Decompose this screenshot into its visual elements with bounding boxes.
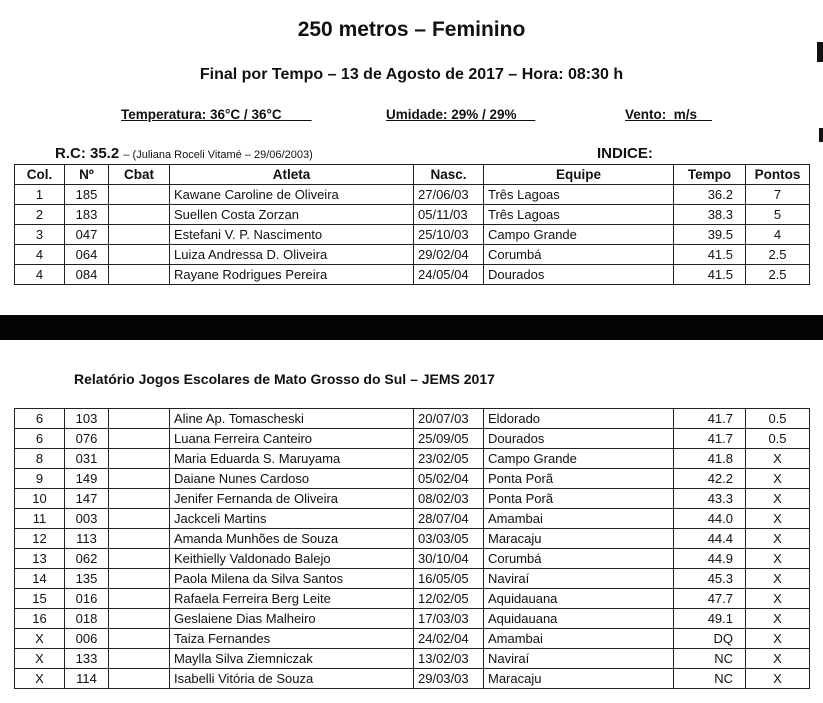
athlete-name-cell: Geslaiene Dias Malheiro [170,609,414,629]
team-cell: Eldorado [484,409,674,429]
athlete-number-cell: 064 [65,245,109,265]
points-cell: X [746,509,810,529]
cbat-cell [109,529,170,549]
points-cell: 4 [746,225,810,245]
cbat-cell [109,589,170,609]
birth-date-cell: 25/10/03 [414,225,484,245]
time-cell: 47.7 [674,589,746,609]
time-cell: 36.2 [674,185,746,205]
cbat-cell [109,649,170,669]
cbat-cell [109,225,170,245]
table-row [15,589,810,609]
athlete-name-cell: Maria Eduarda S. Maruyama [170,449,414,469]
athlete-number-cell: 185 [65,185,109,205]
cbat-cell [109,569,170,589]
table-row [15,185,810,205]
col-position-cell: 1 [15,185,65,205]
points-cell: 7 [746,185,810,205]
athlete-name-cell: Amanda Munhões de Souza [170,529,414,549]
points-cell: X [746,449,810,469]
athlete-number-cell: 018 [65,609,109,629]
cbat-cell [109,669,170,689]
athlete-number-cell: 103 [65,409,109,429]
birth-date-cell: 20/07/03 [414,409,484,429]
team-cell: Naviraí [484,569,674,589]
athlete-number-cell: 062 [65,549,109,569]
table-row [15,669,810,689]
table-row [15,509,810,529]
team-cell: Ponta Porã [484,469,674,489]
table-row [15,469,810,489]
points-cell: X [746,609,810,629]
points-cell: X [746,489,810,509]
athlete-name-cell: Isabelli Vitória de Souza [170,669,414,689]
points-cell: 2.5 [746,245,810,265]
birth-date-cell: 03/03/05 [414,529,484,549]
col-position-cell: X [15,629,65,649]
birth-date-cell: 24/02/04 [414,629,484,649]
athlete-number-cell: 135 [65,569,109,589]
cbat-cell [109,429,170,449]
edge-mark [819,128,823,142]
time-cell: 43.3 [674,489,746,509]
birth-date-cell: 05/11/03 [414,205,484,225]
birth-date-cell: 30/10/04 [414,549,484,569]
points-cell: X [746,469,810,489]
athlete-number-cell: 149 [65,469,109,489]
time-cell: 41.7 [674,409,746,429]
points-cell: X [746,549,810,569]
athlete-number-cell: 133 [65,649,109,669]
athlete-name-cell: Jackceli Martins [170,509,414,529]
birth-date-cell: 05/02/04 [414,469,484,489]
cbat-cell [109,489,170,509]
athlete-name-cell: Aline Ap. Tomascheski [170,409,414,429]
points-cell: X [746,669,810,689]
table-row [15,629,810,649]
record-label: R.C: 35.2 [55,145,120,162]
team-cell: Amambai [484,509,674,529]
record-note: – (Juliana Roceli Vitamé – 29/06/2003) [123,149,313,161]
humidity-label: Umidade: 29% / 29% [386,107,517,122]
birth-date-cell: 23/02/05 [414,449,484,469]
table-row [15,549,810,569]
team-cell: Corumbá [484,245,674,265]
athlete-name-cell: Kawane Caroline de Oliveira [170,185,414,205]
col-header: Nº [65,165,109,185]
team-cell: Maracaju [484,669,674,689]
time-cell: 44.0 [674,509,746,529]
col-position-cell: 14 [15,569,65,589]
cbat-cell [109,449,170,469]
col-header: Nasc. [414,165,484,185]
col-position-cell: 3 [15,225,65,245]
page-title: 250 metros – Feminino [297,18,526,41]
col-position-cell: 13 [15,549,65,569]
table-row [15,245,810,265]
table-row [15,489,810,509]
col-position-cell: 2 [15,205,65,225]
athlete-name-cell: Suellen Costa Zorzan [170,205,414,225]
col-header: Tempo [674,165,746,185]
time-cell: 44.9 [674,549,746,569]
col-header: Cbat [109,165,170,185]
event-subtitle: Final por Tempo – 13 de Agosto de 2017 – Hora: 08:30 h [199,66,624,83]
athlete-number-cell: 183 [65,205,109,225]
athlete-number-cell: 076 [65,429,109,449]
athlete-name-cell: Paola Milena da Silva Santos [170,569,414,589]
report-title: Relatório Jogos Escolares de Mato Grosso do Sul – JEMS 2017 [74,371,495,387]
cbat-cell [109,205,170,225]
team-cell: Maracaju [484,529,674,549]
athlete-name-cell: Keithielly Valdonado Balejo [170,549,414,569]
col-header: Atleta [170,165,414,185]
athlete-name-cell: Estefani V. P. Nascimento [170,225,414,245]
table-row [15,205,810,225]
athlete-name-cell: Jenifer Fernanda de Oliveira [170,489,414,509]
team-cell: Amambai [484,629,674,649]
cbat-cell [109,265,170,285]
birth-date-cell: 08/02/03 [414,489,484,509]
table-row [15,529,810,549]
table-row [15,225,810,245]
team-cell: Campo Grande [484,225,674,245]
points-cell: X [746,589,810,609]
col-position-cell: 12 [15,529,65,549]
col-position-cell: 11 [15,509,65,529]
table-row [15,449,810,469]
points-cell: 2.5 [746,265,810,285]
time-cell: 41.7 [674,429,746,449]
team-cell: Aquidauana [484,609,674,629]
birth-date-cell: 12/02/05 [414,589,484,609]
col-position-cell: 4 [15,265,65,285]
athlete-number-cell: 003 [65,509,109,529]
time-cell: 49.1 [674,609,746,629]
time-cell: 41.5 [674,265,746,285]
birth-date-cell: 29/03/03 [414,669,484,689]
team-cell: Ponta Porã [484,489,674,509]
birth-date-cell: 24/05/04 [414,265,484,285]
cbat-cell [109,629,170,649]
athlete-name-cell: Daiane Nunes Cardoso [170,469,414,489]
results-table-bottom [14,408,810,689]
team-cell: Dourados [484,265,674,285]
time-cell: 42.2 [674,469,746,489]
wind-label: Vento: m/s [625,107,698,122]
points-cell: 0.5 [746,409,810,429]
points-cell: 5 [746,205,810,225]
team-cell: Naviraí [484,649,674,669]
time-cell: 41.8 [674,449,746,469]
results-table-top [14,164,810,285]
athlete-number-cell: 016 [65,589,109,609]
col-position-cell: 15 [15,589,65,609]
cbat-cell [109,469,170,489]
time-cell: 45.3 [674,569,746,589]
edge-mark [817,42,823,62]
cbat-cell [109,609,170,629]
temperature-label: Temperatura: 36°C / 36°C [121,107,282,122]
col-position-cell: 10 [15,489,65,509]
birth-date-cell: 16/05/05 [414,569,484,589]
athlete-name-cell: Taiza Fernandes [170,629,414,649]
table-row [15,409,810,429]
athlete-number-cell: 047 [65,225,109,245]
time-cell: DQ [674,629,746,649]
team-cell: Aquidauana [484,589,674,609]
points-cell: X [746,569,810,589]
col-position-cell: X [15,669,65,689]
points-cell: 0.5 [746,429,810,449]
table-row [15,429,810,449]
col-position-cell: 8 [15,449,65,469]
athlete-number-cell: 006 [65,629,109,649]
athlete-name-cell: Maylla Silva Ziemniczak [170,649,414,669]
birth-date-cell: 17/03/03 [414,609,484,629]
cbat-cell [109,549,170,569]
time-cell: NC [674,649,746,669]
col-header: Equipe [484,165,674,185]
birth-date-cell: 29/02/04 [414,245,484,265]
points-cell: X [746,529,810,549]
col-position-cell: 16 [15,609,65,629]
points-cell: X [746,629,810,649]
team-cell: Campo Grande [484,449,674,469]
col-position-cell: 9 [15,469,65,489]
col-position-cell: 6 [15,409,65,429]
athlete-name-cell: Rafaela Ferreira Berg Leite [170,589,414,609]
record-line [55,145,313,162]
separator-bar [0,315,823,340]
athlete-name-cell: Rayane Rodrigues Pereira [170,265,414,285]
athlete-name-cell: Luiza Andressa D. Oliveira [170,245,414,265]
table-row [15,265,810,285]
points-cell: X [746,649,810,669]
col-header: Pontos [746,165,810,185]
indice-label: INDICE: [597,145,653,162]
birth-date-cell: 13/02/03 [414,649,484,669]
table-row [15,609,810,629]
team-cell: Dourados [484,429,674,449]
cbat-cell [109,185,170,205]
time-cell: NC [674,669,746,689]
col-position-cell: 6 [15,429,65,449]
col-position-cell: 4 [15,245,65,265]
table-header-row [15,165,810,185]
team-cell: Corumbá [484,549,674,569]
athlete-number-cell: 031 [65,449,109,469]
team-cell: Três Lagoas [484,185,674,205]
table-row [15,569,810,589]
time-cell: 44.4 [674,529,746,549]
cbat-cell [109,409,170,429]
cbat-cell [109,509,170,529]
birth-date-cell: 27/06/03 [414,185,484,205]
col-position-cell: X [15,649,65,669]
time-cell: 38.3 [674,205,746,225]
athlete-number-cell: 113 [65,529,109,549]
athlete-name-cell: Luana Ferreira Canteiro [170,429,414,449]
col-header: Col. [15,165,65,185]
athlete-number-cell: 147 [65,489,109,509]
cbat-cell [109,245,170,265]
athlete-number-cell: 084 [65,265,109,285]
athlete-number-cell: 114 [65,669,109,689]
table-row [15,649,810,669]
birth-date-cell: 28/07/04 [414,509,484,529]
birth-date-cell: 25/09/05 [414,429,484,449]
team-cell: Três Lagoas [484,205,674,225]
time-cell: 39.5 [674,225,746,245]
time-cell: 41.5 [674,245,746,265]
